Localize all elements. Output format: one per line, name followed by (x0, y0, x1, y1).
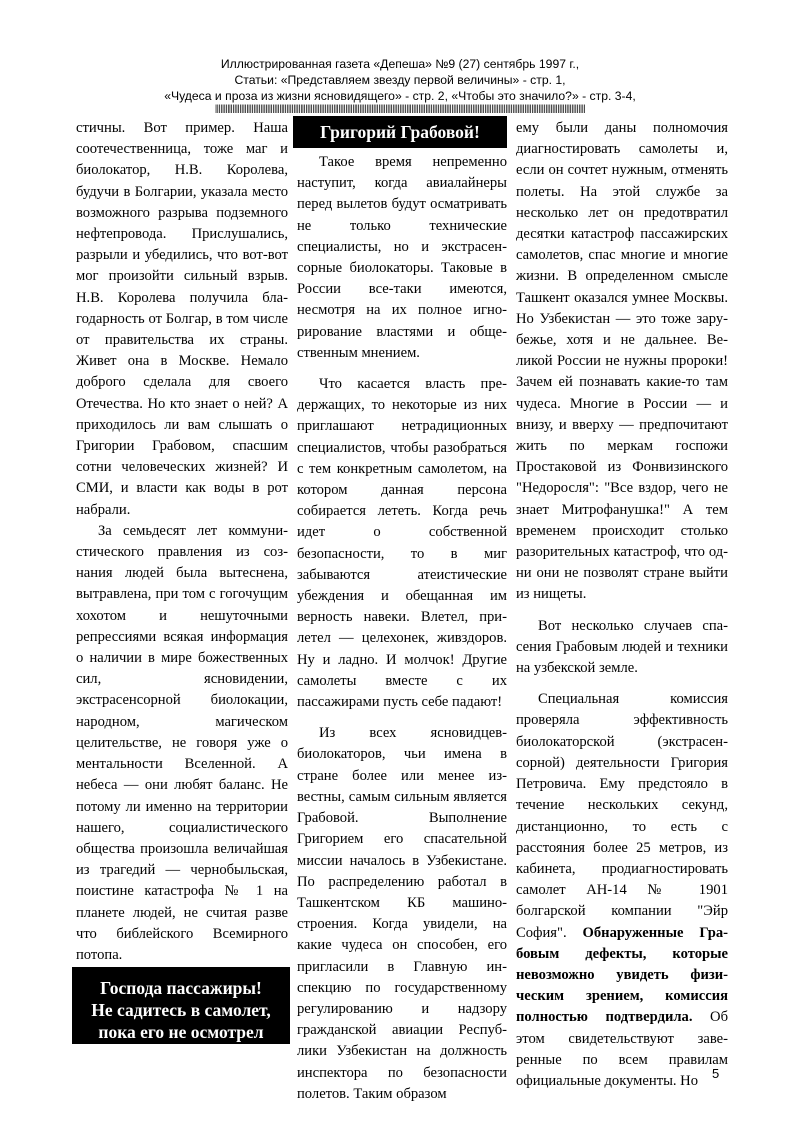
column3-bold-statement: Обнаруженные Грабовым дефекты, которые невозможно увидеть физическим зрением, комиссия полностью подтвердила. (516, 924, 728, 1026)
column3-paragraph-3-start: Специальная комиссия проверяла эффективность биолокаторской (экстрасенсорной) деятельности Григория Петровича. Ему предстояло в течение нескольких секунд, дистанционно, то есть с расстояния более 25 метров, из кабинета, продиагностировать самолет АН-14 № 1901 болгарской компании "Эйр София". (516, 691, 728, 941)
callout-line-2: Не садитесь в самолет, (91, 1000, 271, 1020)
article-column-3 (516, 118, 728, 1092)
column1-paragraph-1: стичны. Вот пример. Наша соотечественница, тоже маг и биолокатор, Н.В. Королева, будучи в Болгарии, указала место возможного разрыва подземного нефтепровода. Прислушались, разрыли и убедились, что вот-вот мог произойти сильный взрыв. Н.В. Королева получила благодарность от Болгар, в том числе от правительства их страны. Живет она в Москве. Немало доброго сделала для своего Отечества. Но кто знает о ней? А приходилось ли вам слышать о Григории Грабовом, спасшим сотни человеческих жизней? И СМИ, и власти как воды в рот набрали. (76, 120, 288, 518)
column2-paragraph-3: Из всех ясновидцев-биолокаторов, чьи имена в стране более или менее известны, самым сильным является Грабовой. Выполнение Григорием его спасательной миссии началось в Узбекистане. По распределению работал в Ташкентском КБ машиностроения. Когда увидели, на какие чудеса он способен, его пригласили в Главную инспекцию по государственному регулированию и надзору гражданской авиации Республики Узбекистан на должность инспектора по безопасности полетов. Таким образом (297, 725, 507, 1102)
article-column-1 (76, 118, 288, 966)
page-number: 5 (712, 1066, 720, 1081)
column1-paragraph-2: За семьдесят лет коммунистического правления из сознания людей была вытеснена, вытравлена, при том с гогочущим хохотом и нешуточными репрессиями всякая информация о наличии в мире божественных сил, ясновидении, экстрасенсорной биолокации, народном, магическом целительстве, не говоря уже о ментальности Вселенной. А небеса — они любят баланс. Не потому ли именно на территории нашего, социалистического общества произошла величайшая из трагедий — чернобыльская, поистине катастрофа № 1 на планете людей, не считая разве что библейского Всемирного потопа. (76, 522, 288, 963)
column3-paragraph-3 (516, 689, 728, 1092)
header-line-2: Статьи: «Представляем звезду первой величины» - стр. 1, (234, 73, 566, 87)
column2-paragraph-2: Что касается власть предержащих, то некоторые из них приглашают нетрадиционных специалистов, чтобы разобраться с тем конкретным самолетом, на котором данная персона собирается лететь. Когда речь идет о собственной безопасности, то в миг забываются атеистические убеждения и обещанная им верность навеки. Влетел, прилетел — целехонек, живздоров. Ну и ладно. И молчок! Другие самолеты вместе с их пассажирами пусть себе падают! (297, 376, 507, 711)
column3-paragraph-2: Вот несколько случаев спасения Грабовым людей и техники на узбекской земле. (516, 617, 728, 677)
article-column-2 (297, 152, 507, 1105)
header-line-1: Иллюстрированная газета «Депеша» №9 (27) сентябрь 1997 г., (220, 57, 580, 71)
page-header (60, 56, 740, 113)
callout-box (72, 967, 290, 1044)
callout-line-1: Господа пассажиры! (100, 978, 262, 998)
header-line-3: «Чудеса и проза из жизни ясновидящего» - стр. 2, «Чтобы это значило?» - стр. 3-4, (164, 89, 636, 103)
column3-paragraph-3-end: Об этом свидетельствуют заверенные по всем правилам официальные документы. Но (516, 1009, 728, 1089)
callout-line-3: пока его не осмотрел (98, 1022, 264, 1042)
article-title-banner: Григорий Грабовой! (293, 116, 507, 148)
column2-paragraph-1: Такое время непременно наступит, когда авиалайнеры перед вылетов будут осматривать не только технические специалисты, но и экстрасенсорные биолокаторы. Таковые в России все-таки имеются, несмотря на их полное игнорирование властями и общественным мнением. (297, 154, 507, 361)
column3-paragraph-1: ему были даны полномочия диагностировать самолеты и, если он сочтет нужным, отменять полеты. На этой службе за несколько лет он предотвратил десятки катастроф пассажирских самолетов, спас многие и многие жизни. В определенном смысле Ташкент оказался умнее Москвы. Но Узбекистан — это тоже зарубежье, хотя и не дальнее. Великой России не нужны пророки! Зачем ей познавать какие-то там чудеса. Многие в России — и внизу, и вверху — предпочитают жить по меркам госпожи Простаковой из Фонвизинского "Недоросля": "Все вздор, чего не знает Митрофанушка!" А тем временем происходит столько разорительных катастроф, что одни они не позволят стране выйти из нищеты. (516, 120, 728, 603)
header-rule: ||||||||||||||||||||||||||||||||||||||||||||||||||||||||||||||||||||||||||||||||||||||||||||||||||||||||||||||||||||||||||||||||||||||||||||||||||||||||||||||||||||||||||||||||||||||||||||||||||||||||||||||||||||| (214, 104, 586, 113)
